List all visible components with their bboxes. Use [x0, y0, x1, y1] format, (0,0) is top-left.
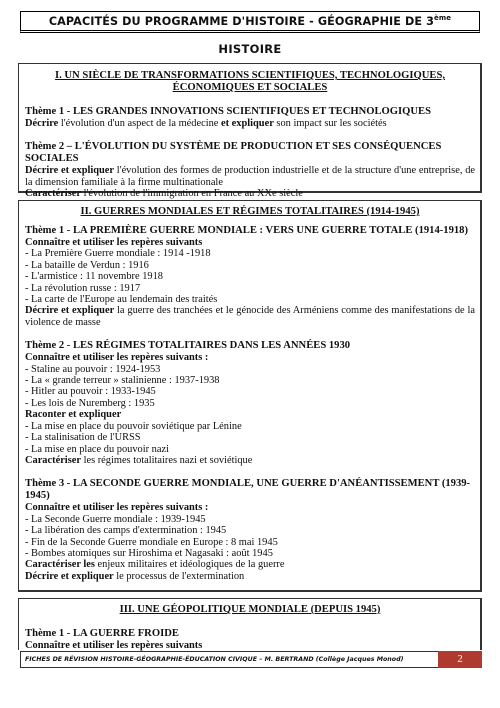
list-item: - Les lois de Nuremberg : 1935	[25, 397, 155, 409]
list-item: - La Première Guerre mondiale : 1914 -1918	[25, 248, 211, 260]
part1-theme2-title: Thème 2 – L'ÉVOLUTION DU SYSTÈME DE PRODUCTION ET SES CONSÉQUENCES SOCIALES	[25, 141, 442, 165]
part3-heading: III. UNE GÉOPOLITIQUE MONDIALE (DEPUIS 1945)	[119, 604, 381, 615]
list-item: - La carte de l'Europe au lendemain des traités	[25, 294, 218, 306]
list-item: - La bataille de Verdun : 1916	[25, 259, 149, 271]
list-item: - Bombes atomiques sur Hiroshima et Nagasaki : août 1945	[25, 547, 273, 559]
page-number: 2	[438, 651, 482, 668]
part2-theme1-describe: Décrire et expliquer la guerre des tranchées et le génocide des Arméniens comme des manifestations de la violence de masse	[25, 305, 475, 328]
part1-heading-line1: I. UN SIÈCLE DE TRANSFORMATIONS SCIENTIFIQUES, TECHNOLOGIQUES,	[54, 70, 445, 81]
part2-theme2-subheading: Connaître et utiliser les repères suivants :	[25, 352, 209, 364]
part2-theme3-describe: Décrire et expliquer le processus de l'extermination	[25, 570, 245, 582]
list-item: - Staline au pouvoir : 1924-1953	[25, 363, 161, 375]
page-title-text: CAPACITÉS DU PROGRAMME D'HISTOIRE - GÉOGRAPHIE DE 3	[48, 15, 435, 28]
part1-theme1-text: Décrire l'évolution d'un aspect de la médecine et expliquer son impact sur les sociétés	[25, 118, 387, 129]
part2-theme1-title: Thème 1 - LA PREMIÈRE GUERRE MONDIALE : VERS UNE GUERRE TOTALE (1914-1918)	[25, 225, 469, 236]
part3-theme1-title: Thème 1 - LA GUERRE FROIDE	[25, 628, 179, 639]
page-title	[20, 11, 480, 33]
part3-box	[18, 598, 482, 650]
part2-theme3-title: Thème 3 - LA SECONDE GUERRE MONDIALE, UNE GUERRE D'ANÉANTISSEMENT (1939-1945)	[25, 478, 471, 502]
list-item: - La Seconde Guerre mondiale : 1939-1945	[25, 513, 206, 525]
list-item: - Hitler au pouvoir : 1933-1945	[25, 386, 156, 398]
list-item: - La stalinisation de l'URSS	[25, 432, 141, 444]
list-item: - La révolution russe : 1917	[25, 282, 141, 294]
part2-theme1-subheading: Connaître et utiliser les repères suivants	[25, 237, 203, 248]
subject-heading: HISTOIRE	[218, 42, 282, 56]
list-item: - L'armistice : 11 novembre 1918	[25, 271, 163, 283]
part2-theme3-characterize: Caractériser les enjeux militaires et idéologiques de la guerre	[25, 559, 285, 571]
part2-theme2-characterize: Caractériser les régimes totalitaires nazi et soviétique	[25, 454, 253, 466]
part1-theme2-text: Décrire et expliquer l'évolution des formes de production industrielle et de la structure d'une entreprise, de la dimension familiale à la firme multinationale	[25, 165, 475, 188]
part2-box	[18, 200, 482, 592]
part2-theme2-title: Thème 2 - LES RÉGIMES TOTALITAIRES DANS LES ANNÉES 1930	[25, 340, 351, 352]
part1-theme2-text2: Caractériser l'évolution de l'immigration en France au XXe siècle	[25, 188, 303, 200]
list-item: - La libération des camps d'extermination : 1945	[25, 525, 227, 537]
list-item: - La mise en place du pouvoir soviétique par Lénine	[25, 420, 242, 432]
list-item: - La « grande terreur » stalinienne : 1937-1938	[25, 375, 220, 387]
page-footer	[20, 651, 482, 668]
part3-theme1-subheading: Connaître et utiliser les repères suivants	[25, 640, 203, 651]
part2-theme3-subheading: Connaître et utiliser les repères suivants :	[25, 502, 209, 514]
part1-heading-line2: ÉCONOMIQUES ET SOCIALES	[172, 82, 328, 93]
page-title-sup: ème	[434, 14, 452, 22]
part2-theme2-subheading2: Raconter et expliquer	[25, 409, 122, 421]
part1-box	[18, 63, 482, 200]
footer-text: FICHES DE RÉVISION HISTOIRE-GÉOGRAPHIE-ÉDUCATION CIVIQUE – M. BERTRAND (Collège Jacques Monod)	[25, 656, 404, 663]
part1-theme1-title: Thème 1 - LES GRANDES INNOVATIONS SCIENTIFIQUES ET TECHNOLOGIQUES	[25, 106, 431, 117]
list-item: - Fin de la Seconde Guerre mondiale en Europe : 8 mai 1945	[25, 536, 278, 548]
part2-heading: II. GUERRES MONDIALES ET RÉGIMES TOTALITAIRES (1914-1945)	[80, 206, 420, 217]
list-item: - La mise en place du pouvoir nazi	[25, 443, 169, 455]
